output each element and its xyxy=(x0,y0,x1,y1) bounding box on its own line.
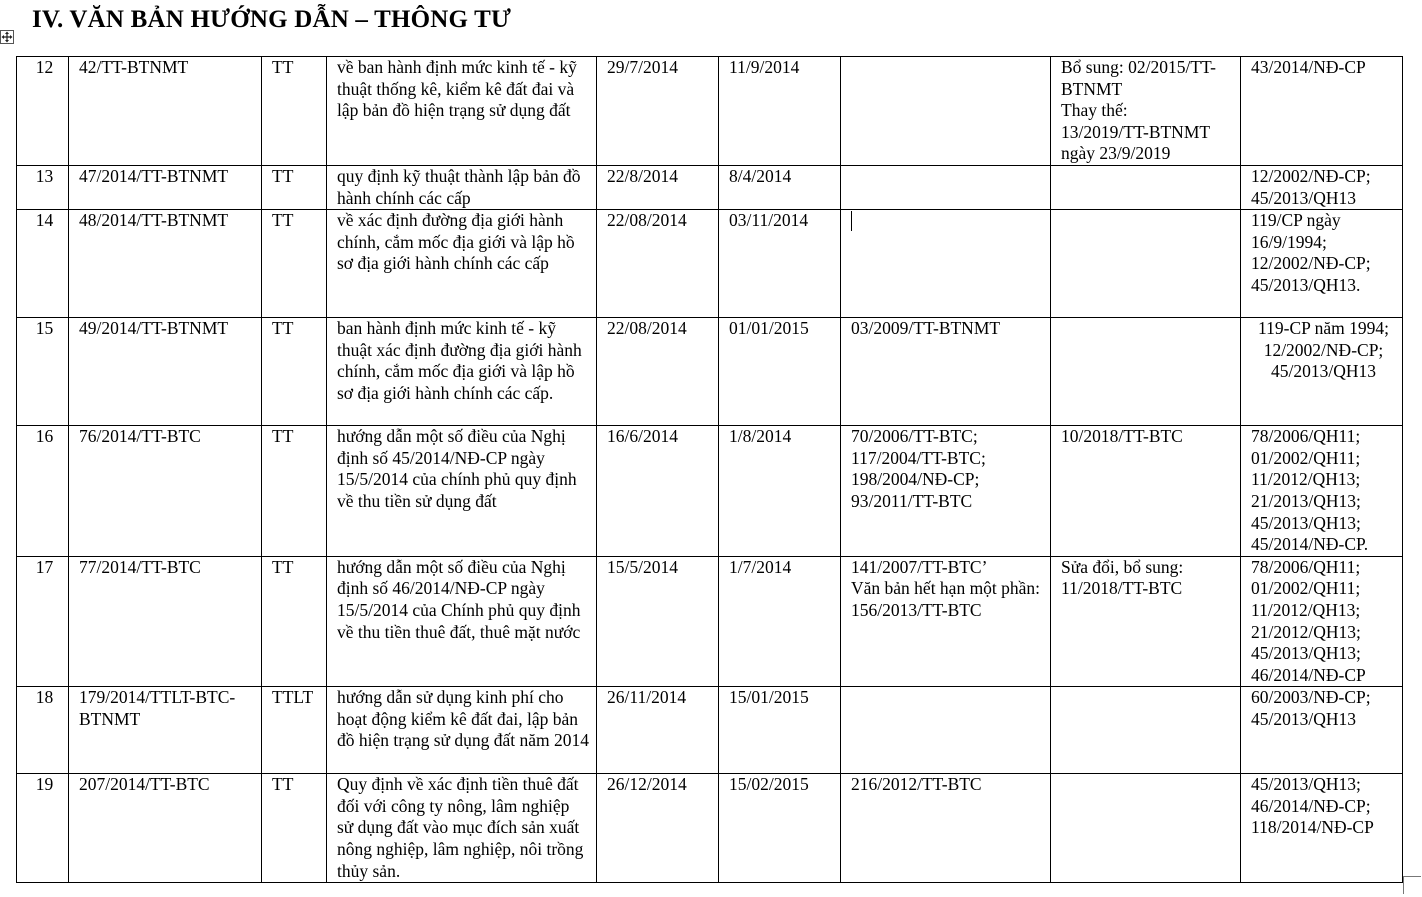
cell-amended xyxy=(1051,210,1241,318)
text-caret xyxy=(851,211,852,231)
cell-title: Quy định về xác định tiền thuê đất đối với công ty nông, lâm nghiệp sử dụng đất vào mục đích sản xuất nông nghiệp, lâm nghiệp, nôi trồng thủy sản. xyxy=(327,774,597,883)
cell-effective: 01/01/2015 xyxy=(719,318,841,426)
cell-issued: 29/7/2014 xyxy=(597,57,719,166)
cell-code: 179/2014/TTLT-BTC-BTNMT xyxy=(69,687,262,774)
basis-line: 21/2012/QH13; xyxy=(1251,621,1361,642)
replaces-line: 198/2004/NĐ-CP; xyxy=(851,469,980,490)
basis-line: 11/2012/QH13; xyxy=(1251,599,1361,620)
basis-line: 78/2006/QH11; xyxy=(1251,426,1361,447)
cell-type: TT xyxy=(262,57,327,166)
basis-line: 45/2013/QH13 xyxy=(1251,708,1356,729)
section-heading: IV. VĂN BẢN HƯỚNG DẪN – THÔNG TƯ xyxy=(32,6,512,33)
replaces-line: 93/2011/TT-BTC xyxy=(851,490,973,511)
basis-line: 45/2013/QH13; xyxy=(1251,774,1361,795)
cell-replaces xyxy=(841,57,1051,166)
cell-replaces xyxy=(841,165,1051,209)
cell-basis xyxy=(1241,774,1403,883)
cell-code: 77/2014/TT-BTC xyxy=(69,556,262,687)
cell-basis xyxy=(1241,556,1403,687)
cell-basis xyxy=(1241,165,1403,209)
cell-type: TT xyxy=(262,556,327,687)
basis-line: 21/2013/QH13; xyxy=(1251,490,1361,511)
cell-amended xyxy=(1051,57,1241,166)
replaces-line: 03/2009/TT-BTNMT xyxy=(851,318,1001,339)
basis-line: 01/2002/QH11; xyxy=(1251,578,1361,599)
cell-title: hướng dẫn sử dụng kinh phí cho hoạt động kiểm kê đất đai, lập bản đồ hiện trạng sử dụng đất năm 2014 xyxy=(327,687,597,774)
cell-amended xyxy=(1051,687,1241,774)
cell-no: 13 xyxy=(17,165,69,209)
cell-title: hướng dẫn một số điều của Nghị định số 45/2014/NĐ-CP ngày 15/5/2014 của chính phủ quy định về thu tiền sử dụng đất xyxy=(327,426,597,557)
cell-issued: 15/5/2014 xyxy=(597,556,719,687)
cell-amended xyxy=(1051,426,1241,557)
basis-line: 45/2013/QH13 xyxy=(1271,361,1376,382)
table-resize-handle[interactable] xyxy=(1403,876,1421,894)
cell-replaces xyxy=(841,687,1051,774)
cell-no: 14 xyxy=(17,210,69,318)
amended-line: 10/2018/TT-BTC xyxy=(1061,426,1183,447)
cell-effective: 15/01/2015 xyxy=(719,687,841,774)
basis-line: 119/CP ngày 16/9/1994; xyxy=(1251,210,1341,252)
cell-code: 48/2014/TT-BTNMT xyxy=(69,210,262,318)
cell-effective: 11/9/2014 xyxy=(719,57,841,166)
cell-type: TT xyxy=(262,165,327,209)
cell-code: 76/2014/TT-BTC xyxy=(69,426,262,557)
basis-line: 01/2002/QH11; xyxy=(1251,447,1361,468)
cell-issued: 16/6/2014 xyxy=(597,426,719,557)
cell-replaces xyxy=(841,774,1051,883)
table-row xyxy=(17,165,1403,209)
cell-amended xyxy=(1051,318,1241,426)
cell-replaces xyxy=(841,426,1051,557)
cell-no: 18 xyxy=(17,687,69,774)
cell-issued: 22/8/2014 xyxy=(597,165,719,209)
basis-line: 43/2014/NĐ-CP xyxy=(1251,57,1366,77)
amended-line: Bổ sung: 02/2015/TT-BTNMT xyxy=(1061,57,1216,99)
cell-type: TT xyxy=(262,210,327,318)
replaces-line: 216/2012/TT-BTC xyxy=(851,774,982,795)
replaces-line: Văn bản hết hạn một phần: 156/2013/TT-BTC xyxy=(851,578,1041,620)
cell-replaces xyxy=(841,318,1051,426)
amended-line: 13/2019/TT-BTNMT ngày 23/9/2019 xyxy=(1061,121,1210,164)
cell-type: TTLT xyxy=(262,687,327,774)
table-row xyxy=(17,426,1403,557)
cell-code: 47/2014/TT-BTNMT xyxy=(69,165,262,209)
basis-line: 119-CP năm 1994; xyxy=(1258,318,1389,339)
document-table xyxy=(16,56,1403,883)
cell-basis xyxy=(1241,426,1403,557)
replaces-line: 70/2006/TT-BTC; xyxy=(851,426,978,447)
basis-line: 60/2003/NĐ-CP; xyxy=(1251,687,1371,708)
move-arrows-icon xyxy=(1,31,13,43)
cell-code: 207/2014/TT-BTC xyxy=(69,774,262,883)
cell-code: 42/TT-BTNMT xyxy=(69,57,262,166)
cell-replaces xyxy=(841,556,1051,687)
table-row xyxy=(17,556,1403,687)
table-row xyxy=(17,210,1403,318)
cell-title: về xác định đường địa giới hành chính, cắm mốc địa giới và lập hồ sơ địa giới hành chính các cấp xyxy=(327,210,597,318)
basis-line: 46/2014/NĐ-CP; xyxy=(1251,795,1371,816)
cell-issued: 22/08/2014 xyxy=(597,318,719,426)
basis-line: 45/2014/NĐ-CP. xyxy=(1251,534,1369,555)
basis-line: 45/2013/QH13. xyxy=(1251,274,1361,295)
cell-no: 12 xyxy=(17,57,69,166)
cell-no: 17 xyxy=(17,556,69,687)
cell-basis xyxy=(1241,318,1403,426)
cell-no: 19 xyxy=(17,774,69,883)
basis-line: 45/2013/QH13; xyxy=(1251,512,1361,533)
cell-basis xyxy=(1241,210,1403,318)
cell-title: hướng dẫn một số điều của Nghị định số 46/2014/NĐ-CP ngày 15/5/2014 của Chính phủ quy định về thu tiền thuê đất, thuê mặt nước xyxy=(327,556,597,687)
basis-line: 12/2002/NĐ-CP; xyxy=(1251,253,1371,274)
cell-type: TT xyxy=(262,318,327,426)
basis-line: 45/2013/QH13; xyxy=(1251,643,1361,664)
basis-line: 11/2012/QH13; xyxy=(1251,469,1361,490)
cell-effective: 15/02/2015 xyxy=(719,774,841,883)
amended-line: Thay thế: xyxy=(1061,100,1128,121)
basis-line: 46/2014/NĐ-CP xyxy=(1251,664,1366,685)
cell-amended xyxy=(1051,774,1241,883)
cell-issued: 26/12/2014 xyxy=(597,774,719,883)
cell-no: 16 xyxy=(17,426,69,557)
table-row xyxy=(17,57,1403,166)
cell-effective: 1/8/2014 xyxy=(719,426,841,557)
amended-line: Sửa đổi, bổ sung: 11/2018/TT-BTC xyxy=(1061,556,1184,599)
cell-issued: 26/11/2014 xyxy=(597,687,719,774)
table-row xyxy=(17,687,1403,774)
cell-effective: 03/11/2014 xyxy=(719,210,841,318)
basis-line: 118/2014/NĐ-CP xyxy=(1251,817,1374,838)
cell-type: TT xyxy=(262,774,327,883)
cell-amended xyxy=(1051,165,1241,209)
cell-no: 15 xyxy=(17,318,69,426)
basis-line: 78/2006/QH11; xyxy=(1251,556,1361,577)
table-row xyxy=(17,774,1403,883)
table-row xyxy=(17,318,1403,426)
cell-basis xyxy=(1241,687,1403,774)
replaces-line: 141/2007/TT-BTC’ xyxy=(851,556,988,577)
cell-title: ban hành định mức kinh tế - kỹ thuật xác định đường địa giới hành chính, cắm mốc địa giới và lập hồ sơ địa giới hành chính các cấp. xyxy=(327,318,597,426)
cell-title: quy định kỹ thuật thành lập bản đồ hành chính các cấp xyxy=(327,165,597,209)
cell-replaces[interactable] xyxy=(841,210,1051,318)
replaces-line: 117/2004/TT-BTC; xyxy=(851,447,986,468)
cell-code: 49/2014/TT-BTNMT xyxy=(69,318,262,426)
cell-type: TT xyxy=(262,426,327,557)
cell-title: về ban hành định mức kinh tế - kỹ thuật thống kê, kiểm kê đất đai và lập bản đồ hiện trạng sử dụng đất xyxy=(327,57,597,166)
cell-issued: 22/08/2014 xyxy=(597,210,719,318)
basis-line: 45/2013/QH13 xyxy=(1251,187,1356,208)
cell-basis xyxy=(1241,57,1403,166)
cell-effective: 1/7/2014 xyxy=(719,556,841,687)
table-move-handle[interactable] xyxy=(0,30,14,44)
cell-effective: 8/4/2014 xyxy=(719,165,841,209)
cell-amended xyxy=(1051,556,1241,687)
basis-line: 12/2002/NĐ-CP; xyxy=(1251,165,1371,186)
basis-line: 12/2002/NĐ-CP; xyxy=(1263,339,1384,360)
